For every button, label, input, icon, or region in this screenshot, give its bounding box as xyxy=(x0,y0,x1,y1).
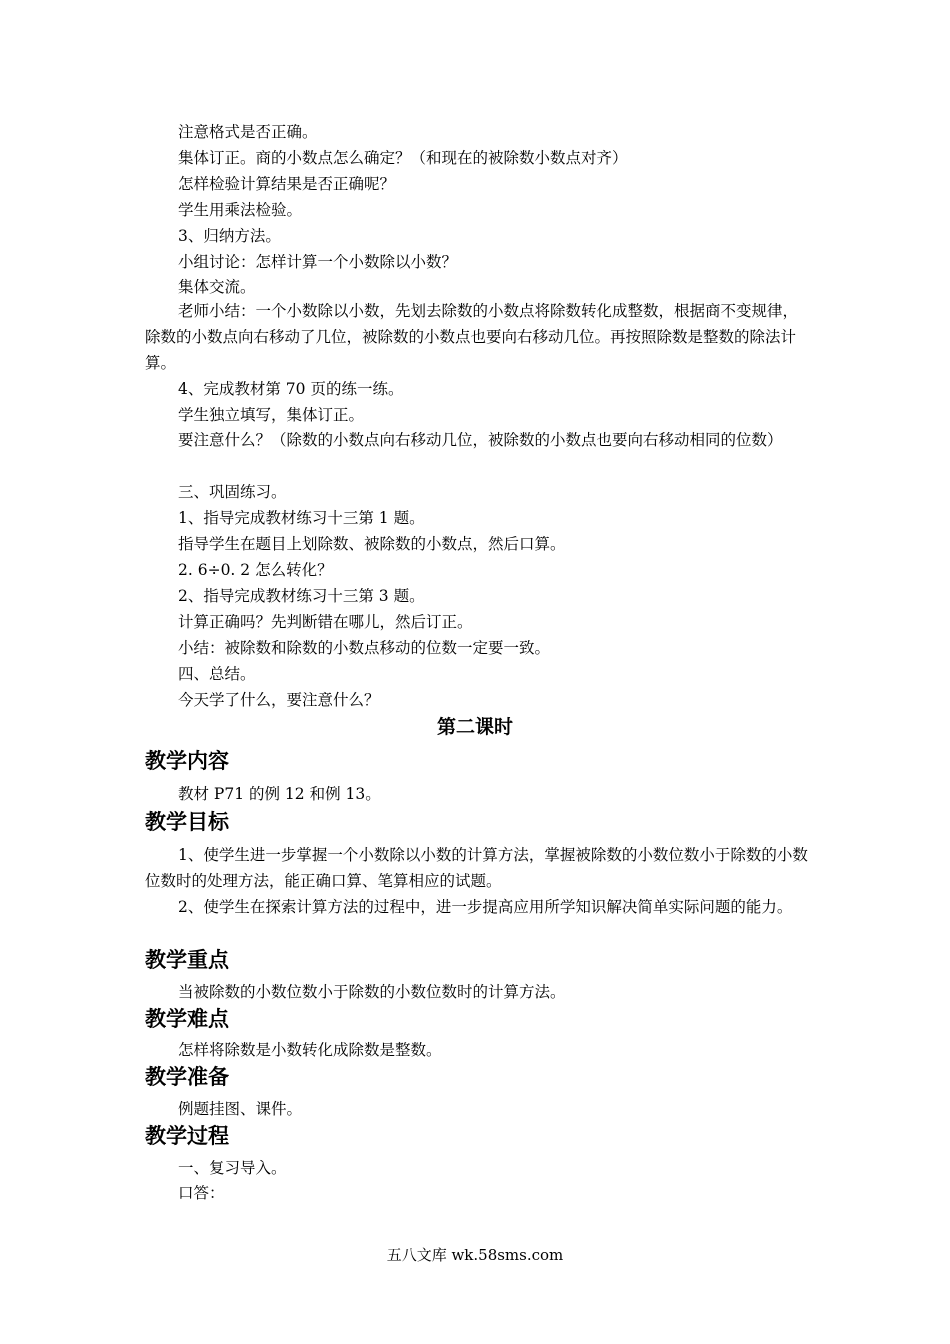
section-text: 2、使学生在探索计算方法的过程中，进一步提高应用所学知识解决简单实际问题的能力。 xyxy=(178,898,793,916)
paragraph: 学生独立填写，集体订正。 xyxy=(178,406,365,424)
paragraph: 1、指导完成教材练习十三第 1 题。 xyxy=(178,509,425,527)
paragraph: 注意格式是否正确。 xyxy=(178,123,318,141)
section-text: 教材 P71 的例 12 和例 13。 xyxy=(178,785,381,803)
paragraph: 4、完成教材第 70 页的练一练。 xyxy=(178,380,404,398)
section-heading-content: 教学内容 xyxy=(145,749,229,773)
section-heading-difficulty: 教学难点 xyxy=(145,1007,229,1031)
paragraph: 老师小结：一个小数除以小数，先划去除数的小数点将除数转化成整数，根据商不变规律，除数的小数点向右移动了几位，被除数的小数点也要向右移动几位。再按照除数是整数的除法计算。 xyxy=(145,302,799,372)
paragraph: 2. 6÷0. 2 怎么转化？ xyxy=(178,561,333,579)
paragraph: 指导学生在题目上划除数、被除数的小数点，然后口算。 xyxy=(178,535,566,553)
section-heading-goals: 教学目标 xyxy=(145,810,229,834)
paragraph: 计算正确吗？先判断错在哪儿，然后订正。 xyxy=(178,613,473,631)
section-heading-prep: 教学准备 xyxy=(145,1065,229,1089)
paragraph: 集体订正。商的小数点怎么确定？（和现在的被除数小数点对齐） xyxy=(178,149,628,167)
paragraph: 2、指导完成教材练习十三第 3 题。 xyxy=(178,587,425,605)
paragraph: 集体交流。 xyxy=(178,278,256,296)
paragraph: 怎样检验计算结果是否正确呢？ xyxy=(178,175,396,193)
section-text: 一、复习导入。 xyxy=(178,1159,287,1177)
paragraph: 四、总结。 xyxy=(178,665,256,683)
section-heading-key: 教学重点 xyxy=(145,948,229,972)
paragraph: 3、归纳方法。 xyxy=(178,227,281,245)
lesson-title: 第二课时 xyxy=(436,716,513,738)
section-text: 1、使学生进一步掌握一个小数除以小数的计算方法，掌握被除数的小数位数小于除数的小数位数时的处理方法，能正确口算、笔算相应的试题。 xyxy=(145,846,808,890)
page-footer: 五八文库 wk.58sms.com xyxy=(386,1246,564,1264)
section-text: 口答： xyxy=(178,1184,225,1202)
section-heading-process: 教学过程 xyxy=(145,1124,229,1148)
section-text: 例题挂图、课件。 xyxy=(178,1100,303,1118)
section-text: 当被除数的小数位数小于除数的小数位数时的计算方法。 xyxy=(178,983,566,1001)
paragraph: 要注意什么？（除数的小数点向右移动几位，被除数的小数点也要向右移动相同的位数） xyxy=(178,431,783,449)
paragraph: 今天学了什么，要注意什么？ xyxy=(178,691,380,709)
paragraph: 小结：被除数和除数的小数点移动的位数一定要一致。 xyxy=(178,639,551,657)
section-text: 怎样将除数是小数转化成除数是整数。 xyxy=(178,1041,442,1059)
paragraph: 小组讨论：怎样计算一个小数除以小数？ xyxy=(178,253,458,271)
paragraph: 三、巩固练习。 xyxy=(178,483,287,501)
paragraph: 学生用乘法检验。 xyxy=(178,201,303,219)
